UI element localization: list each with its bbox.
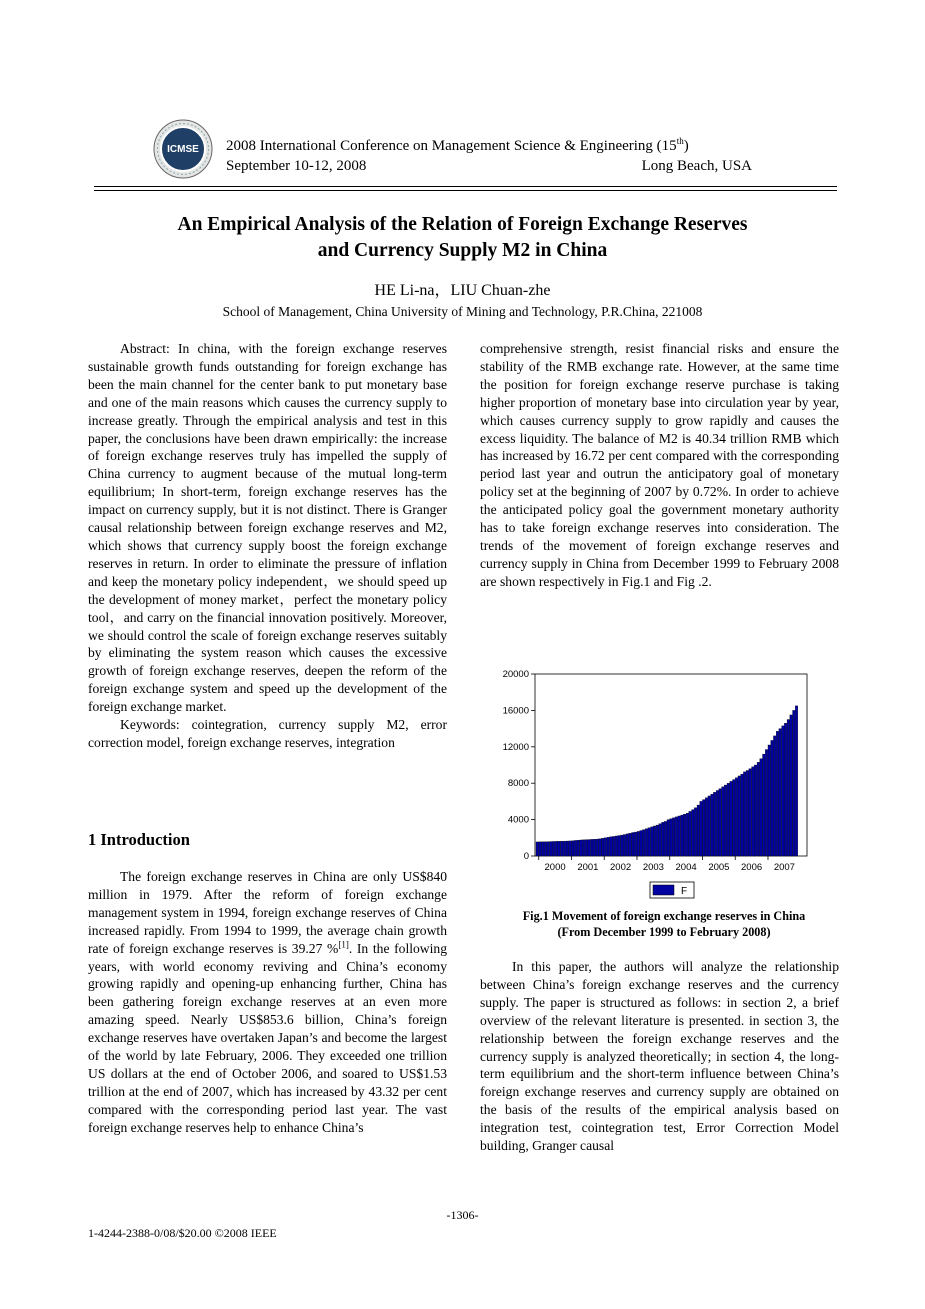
- bar: [662, 822, 665, 856]
- legend-label: F: [681, 886, 688, 897]
- citation: [1]: [338, 939, 349, 950]
- bar: [724, 785, 727, 856]
- bar: [790, 715, 793, 856]
- bar: [705, 798, 708, 856]
- bar: [738, 776, 741, 856]
- bar: [716, 790, 719, 856]
- paper-affiliation: School of Management, China University of Mining and Technology, P.R.China, 221008: [222, 304, 703, 319]
- abstract-text: Abstract: In china, with the foreign exchange reserves sustainable growth funds outstanding for foreign exchange has been the main channel for the center bank to put monetary base and one of the main reasons which causes the currency supply to increase greatly. Through the empirical analysis and test in this paper, the conclusions have been drawn empirically: the increase of foreign exchange reserves truly has impelled the supply of China currency to augment because of the mutual long-term equilibrium; In short-term, foreign exchange reserves has the impact on currency supply, but it is not distinct. There is Granger causal relationship between foreign exchange reserves and M2, which shows that currency supply boost the foreign exchange reserves in return. In order to eliminate the pressure of inflation and keep the monetary policy independent，we should speed up the development of money market，perfect the monetary policy tool，and carry on the financial innovation positively. Moreover, we should control the scale of foreign exchange reserves suitably by eliminating the system reason which causes the excessive growth of foreign exchange reserves, deepen the reform of the foreign exchange system and speed up the development of the foreign exchange market.: [88, 341, 447, 715]
- bar: [547, 842, 550, 856]
- bar: [711, 794, 714, 856]
- bar: [621, 835, 624, 856]
- bar: [602, 838, 605, 856]
- bar: [539, 842, 542, 856]
- bar: [645, 829, 648, 856]
- abstract: [88, 340, 447, 752]
- bar: [550, 842, 553, 856]
- x-tick-label: 2006: [741, 862, 763, 873]
- bar: [541, 842, 544, 856]
- figure-caption: Fig.1 Movement of foreign exchange reserves in China (From December 1999 to February 2008): [522, 909, 806, 939]
- intro-paragraph-1: The foreign exchange reserves in China are only US$840 million in 1979. After the reform of foreign exchange management system in 1994, foreign exchange reserves of China increased rapidly. From 1994 to 1999, the average chain growth rate of foreign exchange reserves is 39.27 %[1]. In the following years, with world economy reviving and China’s economy growing rapidly and opening-up enhancing further, China has been gathering foreign exchange reserves at an even more amazing speed. Nearly US$853.6 billion, China’s foreign exchange reserves have overtaken Japan’s and become the largest of the world by late February, 2006. They exceeded one trillion US dollars at the end of October 2006, and soared to US$1.53 trillion at the end of 2007, which has increased by 43.32 per cent compared with the corresponding period last year. The vast foreign exchange reserves help to enhance China’s: [88, 869, 447, 1135]
- bar: [678, 816, 681, 856]
- bar: [607, 837, 610, 856]
- bar: [656, 825, 659, 856]
- y-tick-label: 8000: [507, 778, 529, 790]
- bar: [593, 839, 596, 856]
- bar: [749, 769, 752, 856]
- bar: [582, 840, 585, 856]
- bar: [637, 831, 640, 856]
- bar: [702, 800, 705, 856]
- bar: [667, 820, 670, 856]
- bar: [743, 772, 746, 856]
- bar: [569, 841, 572, 856]
- bar: [659, 824, 662, 856]
- bar: [746, 770, 749, 856]
- bar: [615, 836, 618, 856]
- bar: [672, 818, 675, 856]
- bar: [580, 840, 583, 856]
- bar: [730, 781, 733, 856]
- bar: [779, 729, 782, 856]
- bar: [741, 774, 744, 856]
- bar: [599, 839, 602, 856]
- bar: [670, 819, 673, 856]
- bar: [708, 796, 711, 856]
- bar: [675, 817, 678, 856]
- bar: [563, 841, 566, 856]
- intro-paragraph-1-continued: comprehensive strength, resist financial risks and ensure the stability of the RMB exchange rate. However, at the same time the position for foreign exchange reserve purchase is taking higher proportion of monetary base into circulation year by year, which causes currency supply to grow rapidly and causes the excess liquidity. The balance of M2 is 40.34 trillion RMB which has increased by 16.72 per cent compared with the corresponding period last year and outrun the anticipatory goal of monetary policy set at the beginning of 2007 by 0.72%. In order to achieve the anticipated policy goal the government monetary authority has to take foreign exchange reserves into consideration. The trends of the movement of foreign exchange reserves and currency supply in China from December 1999 to February 2008 are shown respectively in Fig.1 and Fig .2.: [480, 341, 839, 589]
- paper-authors: HE Li-na，LIU Chuan-zhe: [374, 282, 551, 299]
- bar: [648, 828, 651, 856]
- bar: [544, 842, 547, 856]
- bar: [735, 778, 738, 856]
- bar: [577, 840, 580, 856]
- conference-name: 2008 International Conference on Management Science & Engineering (15th): [226, 136, 689, 154]
- bar: [653, 826, 656, 856]
- intro-paragraph-2: In this paper, the authors will analyze the relationship between China’s foreign exchange reserves and the currency supply. The paper is structured as follows: in section 2, a brief overview of the relevant literature is presented. in section 3, the relationship between the foreign exchange reserves and the currency supply is analyzed theoretically; in section 4, the long-term equilibrium and the short-term influence between China’s foreign exchange reserves and currency supply are obtained on the basis of the results of the empirical analysis based on integration test, cointegration test, Error Correction Model building, Granger causal: [480, 959, 839, 1154]
- bar: [795, 706, 798, 856]
- bar: [700, 801, 703, 856]
- bar: [561, 841, 564, 856]
- x-tick-label: 2002: [610, 862, 632, 873]
- section-heading: 1 Introduction: [88, 830, 190, 849]
- bar: [571, 841, 574, 856]
- bar: [733, 780, 736, 856]
- bar: [719, 789, 722, 856]
- x-tick-label: 2001: [577, 862, 599, 873]
- bar: [604, 838, 607, 856]
- bar: [757, 762, 760, 856]
- bar: [536, 842, 539, 856]
- bar: [782, 726, 785, 856]
- bar: [773, 736, 776, 856]
- y-tick-label: 16000: [502, 705, 529, 717]
- bar: [754, 765, 757, 856]
- bar: [727, 783, 730, 856]
- bar: [574, 840, 577, 856]
- bar: [752, 767, 755, 856]
- conference-dates: September 10-12, 2008: [226, 158, 367, 174]
- logo-text: ICMSE: [167, 144, 199, 155]
- keywords: Keywords: cointegration, currency supply M2, error correction model, foreign exchange reserves, integration: [88, 717, 447, 750]
- bar: [713, 792, 716, 856]
- y-tick-label: 4000: [507, 814, 529, 826]
- bar: [686, 813, 689, 856]
- bar: [787, 720, 790, 857]
- bar: [681, 815, 684, 856]
- x-tick-label: 2005: [708, 862, 730, 873]
- bar: [784, 723, 787, 856]
- bar: [642, 830, 645, 856]
- bar: [664, 821, 667, 856]
- bar: [566, 841, 569, 856]
- bar: [626, 834, 629, 856]
- bar: [697, 805, 700, 856]
- bar: [552, 841, 555, 856]
- chart-legend: [650, 882, 694, 898]
- conference-header: [226, 136, 752, 176]
- header-rule: [94, 186, 837, 187]
- bar: [651, 827, 654, 856]
- legend-swatch: [653, 885, 674, 895]
- bar: [689, 811, 692, 856]
- bar: [760, 759, 763, 856]
- bar: [610, 837, 613, 856]
- bar: [683, 814, 686, 856]
- header-rule-thin: [94, 190, 837, 191]
- bar: [634, 832, 637, 856]
- bar: [771, 740, 774, 856]
- x-tick-label: 2007: [773, 862, 795, 873]
- bar: [618, 836, 621, 856]
- bar: [596, 839, 599, 856]
- bar: [591, 839, 594, 856]
- bar: [623, 835, 626, 856]
- paper-title: An Empirical Analysis of the Relation of Foreign Exchange Reserves and Currency Supply M2 in China: [177, 214, 748, 261]
- bar: [585, 840, 588, 856]
- reserves-bar-chart: [488, 664, 828, 904]
- bar: [763, 754, 766, 856]
- bar: [722, 787, 725, 856]
- bar: [692, 810, 695, 856]
- x-tick-label: 2004: [675, 862, 697, 873]
- y-tick-label: 12000: [502, 741, 529, 753]
- bar: [629, 833, 632, 856]
- y-tick-label: 20000: [502, 669, 529, 680]
- x-tick-label: 2003: [642, 862, 664, 873]
- bar: [765, 750, 768, 856]
- x-tick-label: 2000: [544, 862, 566, 873]
- bar: [588, 840, 591, 856]
- bar: [793, 710, 796, 856]
- bar: [694, 808, 697, 856]
- page-number: -1306-: [446, 1208, 479, 1222]
- bar: [632, 833, 635, 856]
- conference-logo: [150, 118, 216, 180]
- bar: [776, 731, 779, 856]
- conference-location: Long Beach, USA: [641, 158, 752, 174]
- bar: [612, 836, 615, 856]
- bar: [640, 831, 643, 856]
- copyright-line: 1-4244-2388-0/08/$20.00 ©2008 IEEE: [88, 1226, 277, 1240]
- y-tick-label: 0: [523, 851, 529, 862]
- bar: [555, 841, 558, 856]
- bar: [558, 841, 561, 856]
- bar: [768, 745, 771, 856]
